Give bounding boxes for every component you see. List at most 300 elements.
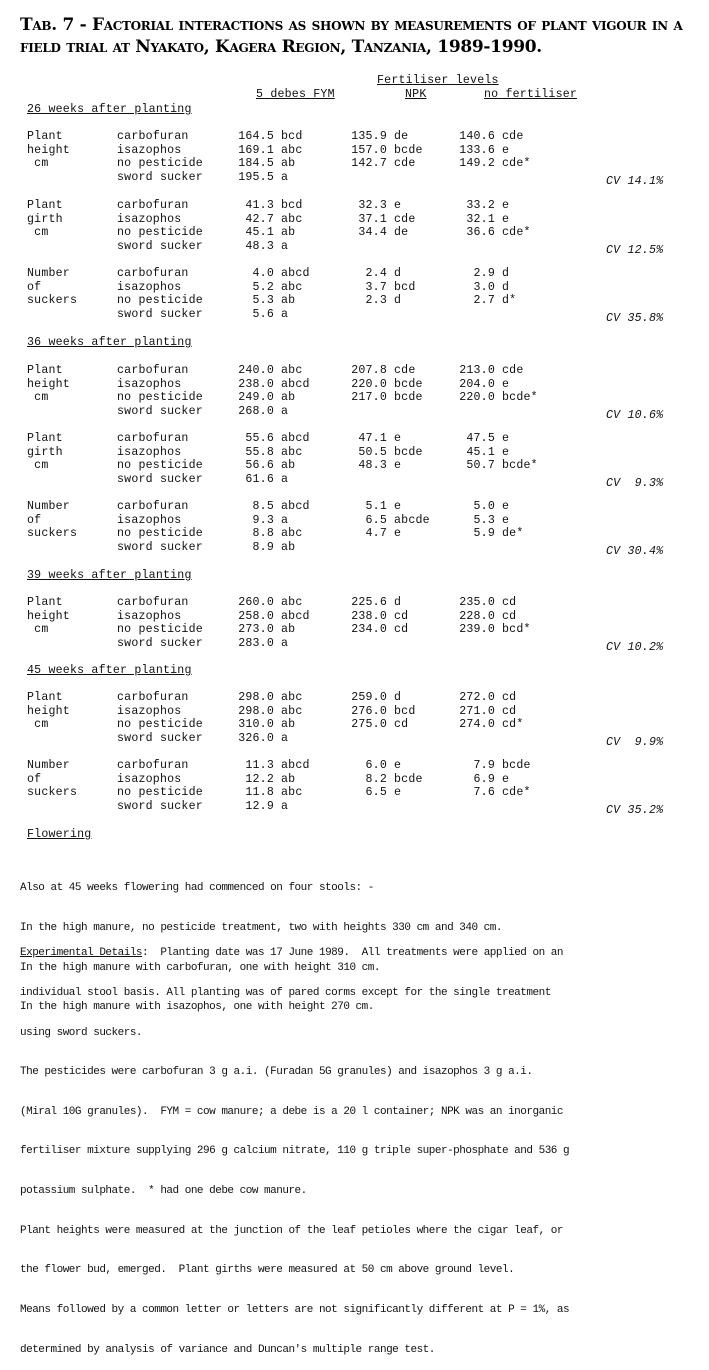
treatment-cell: carbofuran — [117, 267, 189, 280]
section-heading: 36 weeks after planting — [27, 336, 192, 349]
fym-letters: a — [281, 473, 289, 487]
fym-letters: abc — [281, 786, 303, 800]
no-fertiliser-letters: e — [502, 199, 510, 212]
measure-label: height — [27, 377, 70, 391]
table-row — [0, 171, 709, 185]
table-row — [0, 527, 709, 541]
cv-value: CV 10.2% — [606, 641, 664, 655]
fym-letters: abc — [281, 364, 303, 377]
fym-value: 56.6 — [245, 459, 274, 473]
fym-letters: a — [281, 240, 289, 254]
details-heading: Experimental Details — [20, 947, 143, 960]
no-fertiliser-letters: e — [502, 377, 510, 391]
treatment-cell: sword sucker — [117, 732, 203, 746]
no-fertiliser-letters: cd — [502, 704, 517, 718]
treatment-cell: no pesticide — [117, 294, 203, 308]
fym-value: 9.3 — [252, 513, 274, 527]
fym-letters: ab — [281, 459, 296, 473]
cv-value: CV 12.5% — [606, 244, 664, 258]
treatment-cell: sword sucker — [117, 405, 203, 419]
no-fertiliser-letters: e — [502, 212, 510, 226]
table-row — [0, 157, 709, 171]
treatment-cell: carbofuran — [117, 691, 189, 704]
fym-value: 41.3 — [245, 199, 274, 212]
table-row — [0, 364, 709, 378]
measure-label: suckers — [27, 294, 78, 308]
npk-value: 5.1 — [365, 500, 387, 513]
fym-value: 298.0 — [238, 691, 274, 704]
fym-value: 249.0 — [238, 391, 274, 405]
table-row — [0, 541, 709, 555]
measure-label: girth — [27, 212, 63, 226]
treatment-cell: isazophos — [117, 704, 182, 718]
table-row — [0, 281, 709, 295]
npk-letters: bcde — [394, 143, 423, 157]
no-fertiliser-value: 149.2 — [459, 157, 495, 171]
fym-letters: abcd — [281, 432, 310, 445]
table-row — [0, 800, 709, 814]
fym-letters: abcd — [281, 377, 310, 391]
treatment-cell: no pesticide — [117, 459, 203, 473]
cv-value: CV 9.9% — [606, 736, 664, 750]
measure-label: suckers — [27, 786, 78, 800]
no-fertiliser-value: 2.7 — [473, 294, 495, 308]
fym-letters: a — [281, 513, 289, 527]
npk-letters: d — [394, 267, 402, 280]
treatment-cell: sword sucker — [117, 473, 203, 487]
section-heading: 45 weeks after planting — [27, 664, 192, 677]
fym-letters: a — [281, 308, 289, 322]
npk-letters: de — [394, 130, 409, 143]
table-row — [0, 199, 709, 213]
fym-value: 5.2 — [252, 280, 274, 294]
npk-letters: bcd — [394, 704, 416, 718]
fym-letters: abcd — [281, 759, 310, 772]
treatment-cell: no pesticide — [117, 157, 203, 171]
measure-label: Plant — [27, 691, 63, 704]
treatment-cell: isazophos — [117, 445, 182, 459]
fym-letters: ab — [281, 157, 296, 171]
no-fertiliser-letters: e — [502, 513, 510, 527]
npk-value: 4.7 — [365, 527, 387, 541]
fym-value: 11.3 — [245, 759, 274, 772]
table-row — [0, 691, 709, 705]
fym-value: 260.0 — [238, 596, 274, 609]
fym-value: 195.5 — [238, 171, 274, 185]
fym-letters: a — [281, 732, 289, 746]
details-line: individual stool basis. All planting was of pared corms except for the single treatment — [20, 987, 551, 1000]
treatment-cell: sword sucker — [117, 240, 203, 254]
table-row — [0, 391, 709, 405]
fym-letters: abc — [281, 691, 303, 704]
fym-letters: abcd — [281, 500, 310, 513]
fym-value: 258.0 — [238, 609, 274, 623]
measure-label: Number — [27, 500, 70, 513]
fym-value: 283.0 — [238, 637, 274, 651]
fym-value: 55.6 — [245, 432, 274, 445]
fym-letters: abc — [281, 527, 303, 541]
no-fertiliser-value: 6.9 — [473, 772, 495, 786]
cv-value: CV 35.2% — [606, 804, 664, 818]
table-row — [0, 759, 709, 773]
treatment-cell: isazophos — [117, 609, 182, 623]
fym-letters: a — [281, 405, 289, 419]
npk-letters: cd — [394, 623, 409, 637]
npk-value: 2.3 — [365, 294, 387, 308]
fym-value: 240.0 — [238, 364, 274, 377]
npk-value: 32.3 — [358, 199, 387, 212]
treatment-cell: no pesticide — [117, 718, 203, 732]
table-title: Tab. 7 - Factorial interactions as shown by measurements of plant vigour in a field trial at Nyakato, Kagera Region, Tanzania, 1989-1990. — [20, 15, 683, 57]
no-fertiliser-value: 213.0 — [459, 364, 495, 377]
table-row — [0, 786, 709, 800]
experimental-details — [20, 921, 700, 1370]
no-fertiliser-value: 271.0 — [459, 704, 495, 718]
npk-value: 50.5 — [358, 445, 387, 459]
fym-value: 326.0 — [238, 732, 274, 746]
measure-label: Plant — [27, 364, 63, 377]
npk-letters: abcde — [394, 513, 430, 527]
fym-letters: bcd — [281, 130, 303, 143]
treatment-cell: isazophos — [117, 212, 182, 226]
no-fertiliser-letters: d — [502, 267, 510, 280]
npk-letters: cde — [394, 212, 416, 226]
no-fertiliser-letters: cde* — [502, 786, 531, 800]
no-fertiliser-value: 204.0 — [459, 377, 495, 391]
fym-letters: abc — [281, 704, 303, 718]
treatment-cell: no pesticide — [117, 226, 203, 240]
measure-label: height — [27, 704, 70, 718]
details-line: potassium sulphate. * had one debe cow manure. — [20, 1185, 307, 1198]
fym-value: 310.0 — [238, 718, 274, 732]
measure-label: Number — [27, 759, 70, 772]
table-row — [0, 623, 709, 637]
measure-label: suckers — [27, 527, 78, 541]
no-fertiliser-letters: cd — [502, 596, 517, 609]
fym-value: 5.6 — [252, 308, 274, 322]
no-fertiliser-value: 5.3 — [473, 513, 495, 527]
no-fertiliser-value: 32.1 — [466, 212, 495, 226]
npk-value: 157.0 — [351, 143, 387, 157]
fym-letters: ab — [281, 718, 296, 732]
fym-value: 164.5 — [238, 130, 274, 143]
npk-value: 6.5 — [365, 513, 387, 527]
treatment-cell: sword sucker — [117, 308, 203, 322]
npk-value: 8.2 — [365, 772, 387, 786]
measure-label: height — [27, 609, 70, 623]
table-row — [0, 267, 709, 281]
no-fertiliser-value: 7.6 — [473, 786, 495, 800]
no-fertiliser-value: 272.0 — [459, 691, 495, 704]
treatment-cell: sword sucker — [117, 637, 203, 651]
no-fertiliser-letters: e — [502, 772, 510, 786]
npk-value: 234.0 — [351, 623, 387, 637]
no-fertiliser-value: 7.9 — [473, 759, 495, 772]
fym-value: 8.8 — [252, 527, 274, 541]
details-line: (Miral 10G granules). FYM = cow manure; a debe is a 20 l container; NPK was an inorganic — [20, 1105, 563, 1118]
flowering-line: In the high manure with carbofuran, one with height 310 cm. — [20, 961, 380, 974]
no-fertiliser-letters: cde — [502, 364, 524, 377]
treatment-cell: sword sucker — [117, 171, 203, 185]
npk-letters: e — [394, 199, 402, 212]
no-fertiliser-letters: cde — [502, 130, 524, 143]
table-row — [0, 705, 709, 719]
fym-letters: ab — [281, 772, 296, 786]
npk-value: 259.0 — [351, 691, 387, 704]
fym-letters: ab — [281, 541, 296, 555]
no-fertiliser-value: 33.2 — [466, 199, 495, 212]
details-line: determined by analysis of variance and Duncan's multiple range test. — [20, 1343, 435, 1356]
npk-letters: cde — [394, 157, 416, 171]
no-fertiliser-value: 5.9 — [473, 527, 495, 541]
measure-label: cm — [27, 226, 49, 240]
no-fertiliser-value: 5.0 — [473, 500, 495, 513]
details-line: the flower bud, emerged. Plant girths were measured at 50 cm above ground level. — [20, 1264, 515, 1277]
no-fertiliser-letters: cd* — [502, 718, 524, 732]
cv-value: CV 10.6% — [606, 409, 664, 423]
section-heading: 26 weeks after planting — [27, 103, 192, 116]
table-row — [0, 308, 709, 322]
section-heading: 39 weeks after planting — [27, 569, 192, 582]
no-fertiliser-letters: bcde* — [502, 459, 538, 473]
fym-value: 4.0 — [252, 267, 274, 280]
npk-letters: e — [394, 527, 402, 541]
npk-letters: d — [394, 691, 402, 704]
npk-letters: bcde — [394, 391, 423, 405]
measure-label: Number — [27, 267, 70, 280]
treatment-cell: isazophos — [117, 772, 182, 786]
treatment-cell: no pesticide — [117, 623, 203, 637]
npk-value: 6.0 — [365, 759, 387, 772]
no-fertiliser-letters: cd — [502, 691, 517, 704]
treatment-cell: carbofuran — [117, 759, 189, 772]
no-fertiliser-letters: bcde* — [502, 391, 538, 405]
no-fertiliser-letters: e — [502, 432, 510, 445]
treatment-cell: isazophos — [117, 377, 182, 391]
npk-value: 6.5 — [365, 786, 387, 800]
table-row — [0, 144, 709, 158]
measure-label: cm — [27, 459, 49, 473]
measure-label: Plant — [27, 432, 63, 445]
fym-value: 12.2 — [245, 772, 274, 786]
table-row — [0, 432, 709, 446]
no-fertiliser-letters: de* — [502, 527, 524, 541]
fym-letters: ab — [281, 623, 296, 637]
details-line: Plant heights were measured at the junction of the leaf petioles where the cigar leaf, or — [20, 1224, 563, 1237]
no-fertiliser-letters: cd — [502, 609, 517, 623]
npk-letters: de — [394, 226, 409, 240]
no-fertiliser-value: 228.0 — [459, 609, 495, 623]
treatment-cell: carbofuran — [117, 432, 189, 445]
measure-label: of — [27, 772, 42, 786]
fym-letters: bcd — [281, 199, 303, 212]
npk-letters: bcd — [394, 280, 416, 294]
measure-label: cm — [27, 391, 49, 405]
flowering-line: Also at 45 weeks flowering had commenced on four stools: - — [20, 882, 374, 895]
npk-letters: d — [394, 596, 402, 609]
treatment-cell: sword sucker — [117, 800, 203, 814]
details-line: fertiliser mixture supplying 296 g calcium nitrate, 110 g triple super-phosphate and 536 g — [20, 1145, 570, 1158]
cv-value: CV 14.1% — [606, 175, 664, 189]
fym-letters: abc — [281, 143, 303, 157]
column-header-npk: NPK — [405, 88, 427, 101]
fym-value: 5.3 — [252, 294, 274, 308]
table-row — [0, 773, 709, 787]
no-fertiliser-letters: bcd* — [502, 623, 531, 637]
no-fertiliser-letters: d* — [502, 294, 517, 308]
fym-value: 48.3 — [245, 240, 274, 254]
measure-label: cm — [27, 157, 49, 171]
fym-value: 8.9 — [252, 541, 274, 555]
fym-value: 12.9 — [245, 800, 274, 814]
fym-letters: ab — [281, 391, 296, 405]
npk-value: 207.8 — [351, 364, 387, 377]
npk-value: 47.1 — [358, 432, 387, 445]
fym-value: 45.1 — [245, 226, 274, 240]
no-fertiliser-letters: d — [502, 280, 510, 294]
measure-label: of — [27, 280, 42, 294]
npk-value: 275.0 — [351, 718, 387, 732]
fym-value: 11.8 — [245, 786, 274, 800]
fym-letters: abc — [281, 596, 303, 609]
table-row — [0, 378, 709, 392]
no-fertiliser-value: 235.0 — [459, 596, 495, 609]
npk-value: 276.0 — [351, 704, 387, 718]
npk-letters: e — [394, 432, 402, 445]
npk-letters: cd — [394, 718, 409, 732]
npk-value: 48.3 — [358, 459, 387, 473]
treatment-cell: sword sucker — [117, 541, 203, 555]
fym-value: 169.1 — [238, 143, 274, 157]
npk-value: 225.6 — [351, 596, 387, 609]
no-fertiliser-letters: cde* — [502, 157, 531, 171]
measure-label: Plant — [27, 130, 63, 143]
fym-value: 268.0 — [238, 405, 274, 419]
treatment-cell: no pesticide — [117, 786, 203, 800]
measure-label: height — [27, 143, 70, 157]
details-line: Means followed by a common letter or letters are not significantly different at P = 1%, as — [20, 1303, 570, 1316]
measure-label: cm — [27, 623, 49, 637]
treatment-cell: no pesticide — [117, 391, 203, 405]
fym-letters: abcd — [281, 267, 310, 280]
fym-value: 184.5 — [238, 157, 274, 171]
npk-letters: e — [394, 459, 402, 473]
treatment-cell: isazophos — [117, 143, 182, 157]
cv-value: CV 9.3% — [606, 477, 664, 491]
npk-letters: cd — [394, 609, 409, 623]
npk-value: 2.4 — [365, 267, 387, 280]
table-row — [0, 732, 709, 746]
treatment-cell: carbofuran — [117, 199, 189, 212]
fym-value: 273.0 — [238, 623, 274, 637]
no-fertiliser-letters: e — [502, 143, 510, 157]
no-fertiliser-letters: bcde — [502, 759, 531, 772]
fym-value: 298.0 — [238, 704, 274, 718]
fym-letters: abc — [281, 280, 303, 294]
fym-value: 8.5 — [252, 500, 274, 513]
fym-letters: a — [281, 800, 289, 814]
treatment-cell: carbofuran — [117, 500, 189, 513]
table-row — [0, 446, 709, 460]
measure-label: of — [27, 513, 42, 527]
flowering-line: In the high manure with isazophos, one with height 270 cm. — [20, 1001, 374, 1014]
fym-value: 238.0 — [238, 377, 274, 391]
no-fertiliser-value: 50.7 — [466, 459, 495, 473]
cv-value: CV 35.8% — [606, 312, 664, 326]
npk-value: 3.7 — [365, 280, 387, 294]
no-fertiliser-value: 239.0 — [459, 623, 495, 637]
npk-value: 37.1 — [358, 212, 387, 226]
npk-letters: cde — [394, 364, 416, 377]
npk-letters: e — [394, 786, 402, 800]
treatment-cell: carbofuran — [117, 596, 189, 609]
no-fertiliser-value: 274.0 — [459, 718, 495, 732]
table-row — [0, 213, 709, 227]
treatment-cell: no pesticide — [117, 527, 203, 541]
no-fertiliser-value: 133.6 — [459, 143, 495, 157]
cv-value: CV 30.4% — [606, 545, 664, 559]
table-row — [0, 473, 709, 487]
npk-value: 238.0 — [351, 609, 387, 623]
fym-letters: abcd — [281, 609, 310, 623]
npk-value: 220.0 — [351, 377, 387, 391]
no-fertiliser-letters: e — [502, 445, 510, 459]
no-fertiliser-value: 47.5 — [466, 432, 495, 445]
treatment-cell: isazophos — [117, 513, 182, 527]
npk-value: 142.7 — [351, 157, 387, 171]
npk-value: 217.0 — [351, 391, 387, 405]
no-fertiliser-value: 2.9 — [473, 267, 495, 280]
flowering-heading: Flowering — [27, 828, 92, 841]
treatment-cell: carbofuran — [117, 130, 189, 143]
no-fertiliser-letters: cde* — [502, 226, 531, 240]
no-fertiliser-letters: e — [502, 500, 510, 513]
table-row — [0, 610, 709, 624]
fym-value: 55.8 — [245, 445, 274, 459]
table-row — [0, 514, 709, 528]
fym-letters: ab — [281, 294, 296, 308]
column-header-fym: 5 debes FYM — [256, 88, 335, 101]
npk-letters: d — [394, 294, 402, 308]
npk-letters: e — [394, 759, 402, 772]
measure-label: cm — [27, 718, 49, 732]
no-fertiliser-value: 220.0 — [459, 391, 495, 405]
no-fertiliser-value: 36.6 — [466, 226, 495, 240]
table-row — [0, 226, 709, 240]
table-row — [0, 405, 709, 419]
measure-label: girth — [27, 445, 63, 459]
npk-letters: bcde — [394, 772, 423, 786]
no-fertiliser-value: 45.1 — [466, 445, 495, 459]
table-row — [0, 596, 709, 610]
treatment-cell: carbofuran — [117, 364, 189, 377]
flowering-line: In the high manure, no pesticide treatment, two with heights 330 cm and 340 cm. — [20, 922, 502, 935]
measure-label: Plant — [27, 199, 63, 212]
fym-letters: a — [281, 171, 289, 185]
npk-value: 135.9 — [351, 130, 387, 143]
fym-value: 42.7 — [245, 212, 274, 226]
npk-letters: e — [394, 500, 402, 513]
column-header-no-fertiliser: no fertiliser — [484, 88, 578, 101]
no-fertiliser-value: 3.0 — [473, 280, 495, 294]
fym-letters: abc — [281, 212, 303, 226]
fym-value: 61.6 — [245, 473, 274, 487]
treatment-cell: isazophos — [117, 280, 182, 294]
no-fertiliser-value: 140.6 — [459, 130, 495, 143]
table-row — [0, 240, 709, 254]
details-line: using sword suckers. — [20, 1026, 143, 1039]
npk-letters: bcde — [394, 377, 423, 391]
